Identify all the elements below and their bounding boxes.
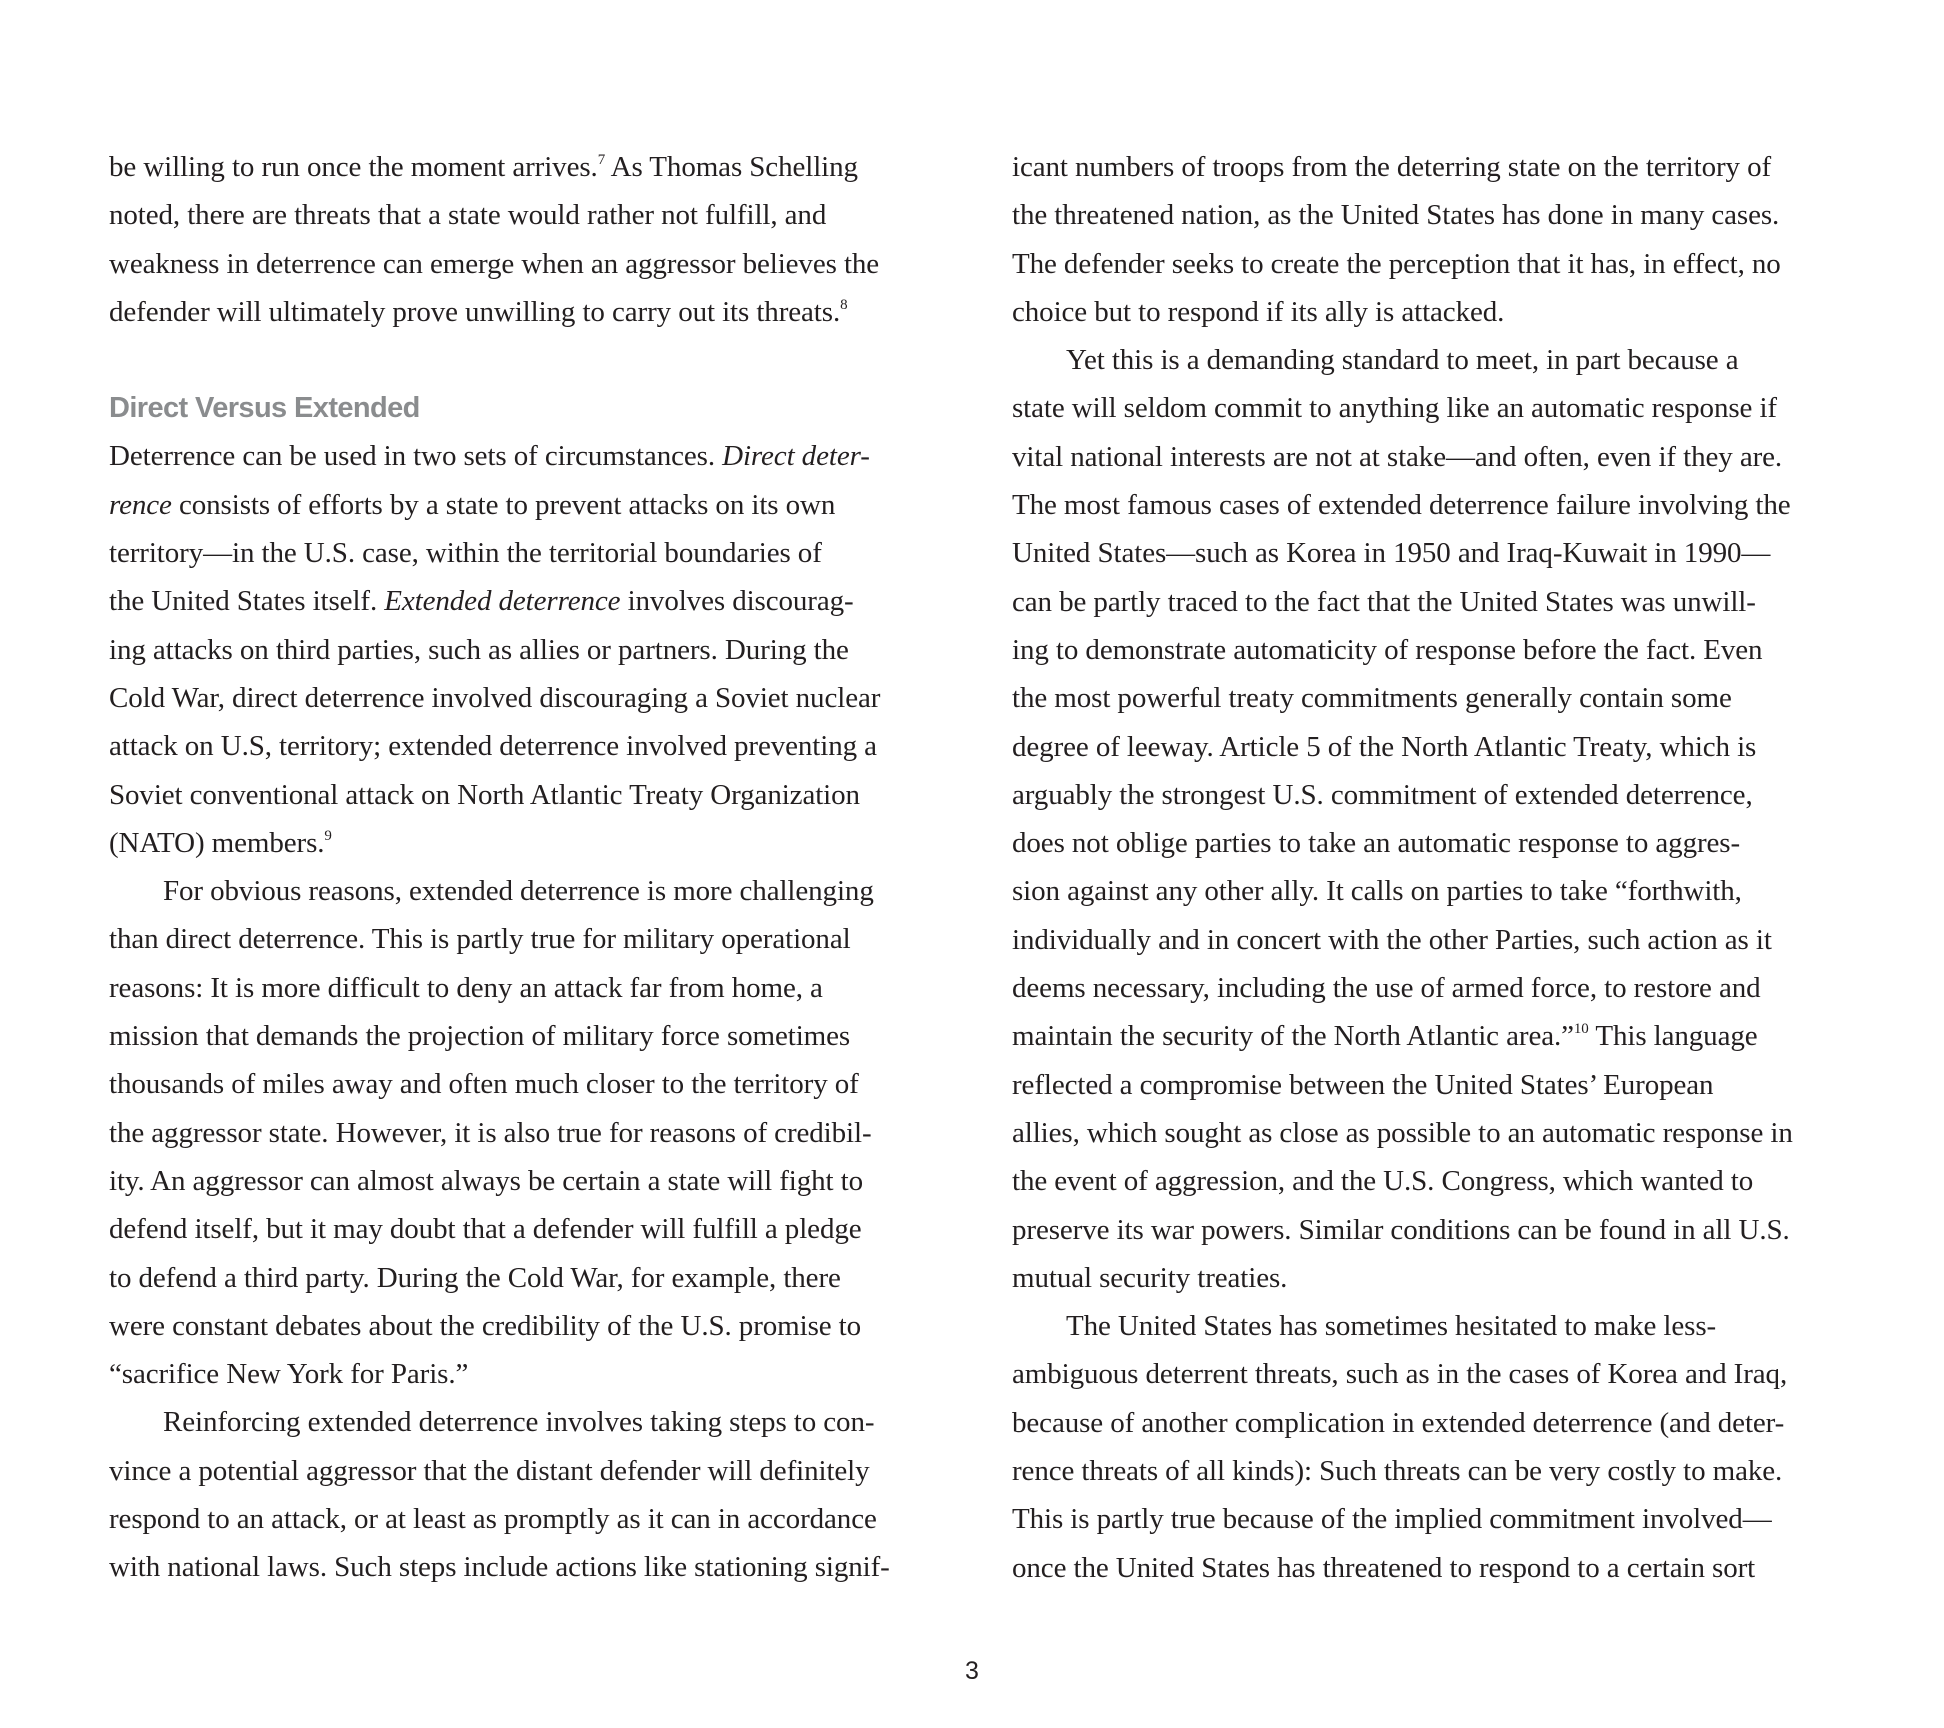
text-run: reflected a compromise between the United States’ European [1012,1068,1714,1101]
intro-paragraph [109,143,939,336]
text-run: deems necessary, including the use of armed force, to restore and [1012,972,1761,1005]
text-run: ing to demonstrate automaticity of response before the fact. Even [1012,633,1763,666]
text-line [109,1205,939,1253]
text-line [1012,240,1852,288]
text-run: arguably the strongest U.S. commitment of extended deterrence, [1012,778,1753,811]
text-line [1012,626,1852,674]
text-run: sion against any other ally. It calls on parties to take “forthwith, [1012,875,1742,908]
text-line [1012,529,1852,577]
section-body [109,432,939,1591]
text-run: does not oblige parties to take an automatic response to aggres- [1012,827,1741,860]
text-run: respond to an attack, or at least as promptly as it can in accordance [109,1503,877,1536]
text-run: than direct deterrence. This is partly true for military operational [109,923,851,956]
text-run: Reinforcing extended deterrence involves taking steps to con- [163,1406,875,1439]
text-run: Yet this is a demanding standard to meet, in part because a [1066,344,1739,377]
text-line [1012,964,1852,1012]
text-line [1012,1206,1852,1254]
paragraph-first-line [1012,336,1852,384]
text-line [109,1302,939,1350]
text-run: reasons: It is more difficult to deny an attack far from home, a [109,971,823,1004]
text-line [1012,723,1852,771]
text-line [109,819,939,867]
text-line [109,1543,939,1591]
text-line [1012,578,1852,626]
text-line [1012,1254,1852,1302]
italic-term: Extended deterrence [384,585,621,618]
text-run: thousands of miles away and often much closer to the territory of [109,1068,859,1101]
text-run: the aggressor state. However, it is also true for reasons of credibil- [109,1116,872,1149]
right-column [1012,143,1852,1592]
paragraph-first-line [1012,1302,1852,1350]
text-line [1012,1109,1852,1157]
text-run: were constant debates about the credibility of the U.S. promise to [109,1309,862,1342]
text-line [109,1109,939,1157]
text-line [1012,1061,1852,1109]
footnote-marker: 8 [840,296,848,313]
text-line [1012,384,1852,432]
text-run: (NATO) members. [109,826,325,859]
footnote-marker: 9 [324,827,332,844]
column-body [1012,143,1852,1592]
text-run: The United States has sometimes hesitated to make less- [1066,1310,1717,1343]
text-run: mutual security treaties. [1012,1261,1288,1294]
text-line [1012,771,1852,819]
page-number: 3 [965,1657,979,1685]
text-line [109,529,939,577]
text-line [109,432,939,480]
text-line [1012,1012,1852,1060]
text-run: noted, there are threats that a state would rather not fulfill, and [109,199,827,232]
text-run: Deterrence can be used in two sets of circumstances. [109,440,723,473]
text-run: territory—in the U.S. case, within the territorial boundaries of [109,537,822,570]
text-run: once the United States has threatened to respond to a certain sort [1012,1551,1756,1584]
text-run: the United States itself. [109,585,385,618]
text-run: mission that demands the projection of military force sometimes [109,1020,851,1053]
text-line [109,1060,939,1108]
text-line [1012,1157,1852,1205]
text-line [109,626,939,674]
text-run: rence threats of all kinds): Such threats can be very costly to make. [1012,1455,1783,1488]
text-run: can be partly traced to the fact that the United States was unwill- [1012,585,1756,618]
footnote-marker: 10 [1573,1021,1589,1038]
text-line [1012,674,1852,722]
section-gap [109,336,939,384]
text-line [1012,1350,1852,1398]
text-line [109,915,939,963]
text-line [109,771,939,819]
text-run: Soviet conventional attack on North Atlantic Treaty Organization [109,778,860,811]
text-line [109,1012,939,1060]
text-line [109,143,939,191]
italic-term: Direct deter- [722,440,870,473]
text-line [109,481,939,529]
paragraph-first-line [109,867,939,915]
text-run: be willing to run once the moment arrives. [109,151,598,183]
text-run: consists of efforts by a state to prevent attacks on its own [171,488,836,521]
text-run: defender will ultimately prove unwilling to carry out its threats. [109,295,841,328]
text-line [1012,288,1852,336]
text-line [109,1157,939,1205]
text-run: ity. An aggressor can almost always be certain a state will fight to [109,1164,863,1197]
text-line [1012,191,1852,239]
text-run: The most famous cases of extended deterrence failure involving the [1012,489,1791,522]
text-run: vince a potential aggressor that the distant defender will definitely [109,1454,870,1487]
text-run: This is partly true because of the implied commitment involved— [1012,1503,1772,1536]
text-line [109,674,939,722]
text-run: vital national interests are not at stake—and often, even if they are. [1012,440,1783,473]
text-run: preserve its war powers. Similar conditions can be found in all U.S. [1012,1213,1790,1246]
text-line [1012,1399,1852,1447]
text-run: state will seldom commit to anything like an automatic response if [1012,392,1777,425]
text-run: the most powerful treaty commitments generally contain some [1012,682,1732,715]
text-run: with national laws. Such steps include actions like stationing signif- [109,1551,890,1584]
text-line [109,1350,939,1398]
text-line [109,1495,939,1543]
text-line [1012,867,1852,915]
text-line [109,722,939,770]
text-run: attack on U.S, territory; extended deterrence involved preventing a [109,730,877,763]
text-line [109,964,939,1012]
text-run: The defender seeks to create the perception that it has, in effect, no [1012,247,1781,280]
text-line [109,577,939,625]
text-line [1012,819,1852,867]
text-line [1012,1544,1852,1592]
text-run: icant numbers of troops from the deterring state on the territory of [1012,151,1772,183]
text-line [1012,433,1852,481]
text-run: individually and in concert with the other Parties, such action as it [1012,923,1772,956]
section-heading: Direct Versus Extended [109,392,420,425]
text-run: to defend a third party. During the Cold War, for example, there [109,1261,841,1294]
text-run: involves discourag- [620,585,854,618]
text-line [109,288,939,336]
text-line [1012,1495,1852,1543]
footnote-marker: 7 [597,152,606,168]
text-line [109,1447,939,1495]
text-line [109,191,939,239]
text-run: United States—such as Korea in 1950 and Iraq-Kuwait in 1990— [1012,537,1771,570]
text-run: degree of leeway. Article 5 of the North Atlantic Treaty, which is [1012,730,1757,763]
text-run: This language [1588,1020,1758,1053]
paragraph-first-line [109,1398,939,1446]
text-line [109,240,939,288]
text-run: defend itself, but it may doubt that a defender will fulfill a pledge [109,1213,862,1246]
left-column [109,143,939,1592]
text-run: Cold War, direct deterrence involved discouraging a Soviet nuclear [109,681,881,714]
text-line [1012,1447,1852,1495]
text-line [1012,143,1852,191]
text-run: the threatened nation, as the United States has done in many cases. [1012,199,1780,232]
text-line [109,1254,939,1302]
text-run: allies, which sought as close as possible to an automatic response in [1012,1116,1793,1149]
text-run: For obvious reasons, extended deterrence is more challenging [163,875,874,908]
text-run: “sacrifice New York for Paris.” [109,1358,469,1391]
text-run: weakness in deterrence can emerge when an aggressor believes the [109,247,880,280]
text-run: the event of aggression, and the U.S. Congress, which wanted to [1012,1165,1754,1198]
text-run: choice but to respond if its ally is attacked. [1012,295,1505,328]
text-run: As Thomas Schelling [605,151,858,183]
text-line [1012,481,1852,529]
text-run: because of another complication in extended deterrence (and deter- [1012,1406,1785,1439]
text-run: ing attacks on third parties, such as allies or partners. During the [109,633,849,666]
text-run: ambiguous deterrent threats, such as in the cases of Korea and Iraq, [1012,1358,1788,1391]
italic-term: rence [109,488,172,521]
text-line [1012,916,1852,964]
text-run: maintain the security of the North Atlantic area.” [1012,1020,1574,1053]
